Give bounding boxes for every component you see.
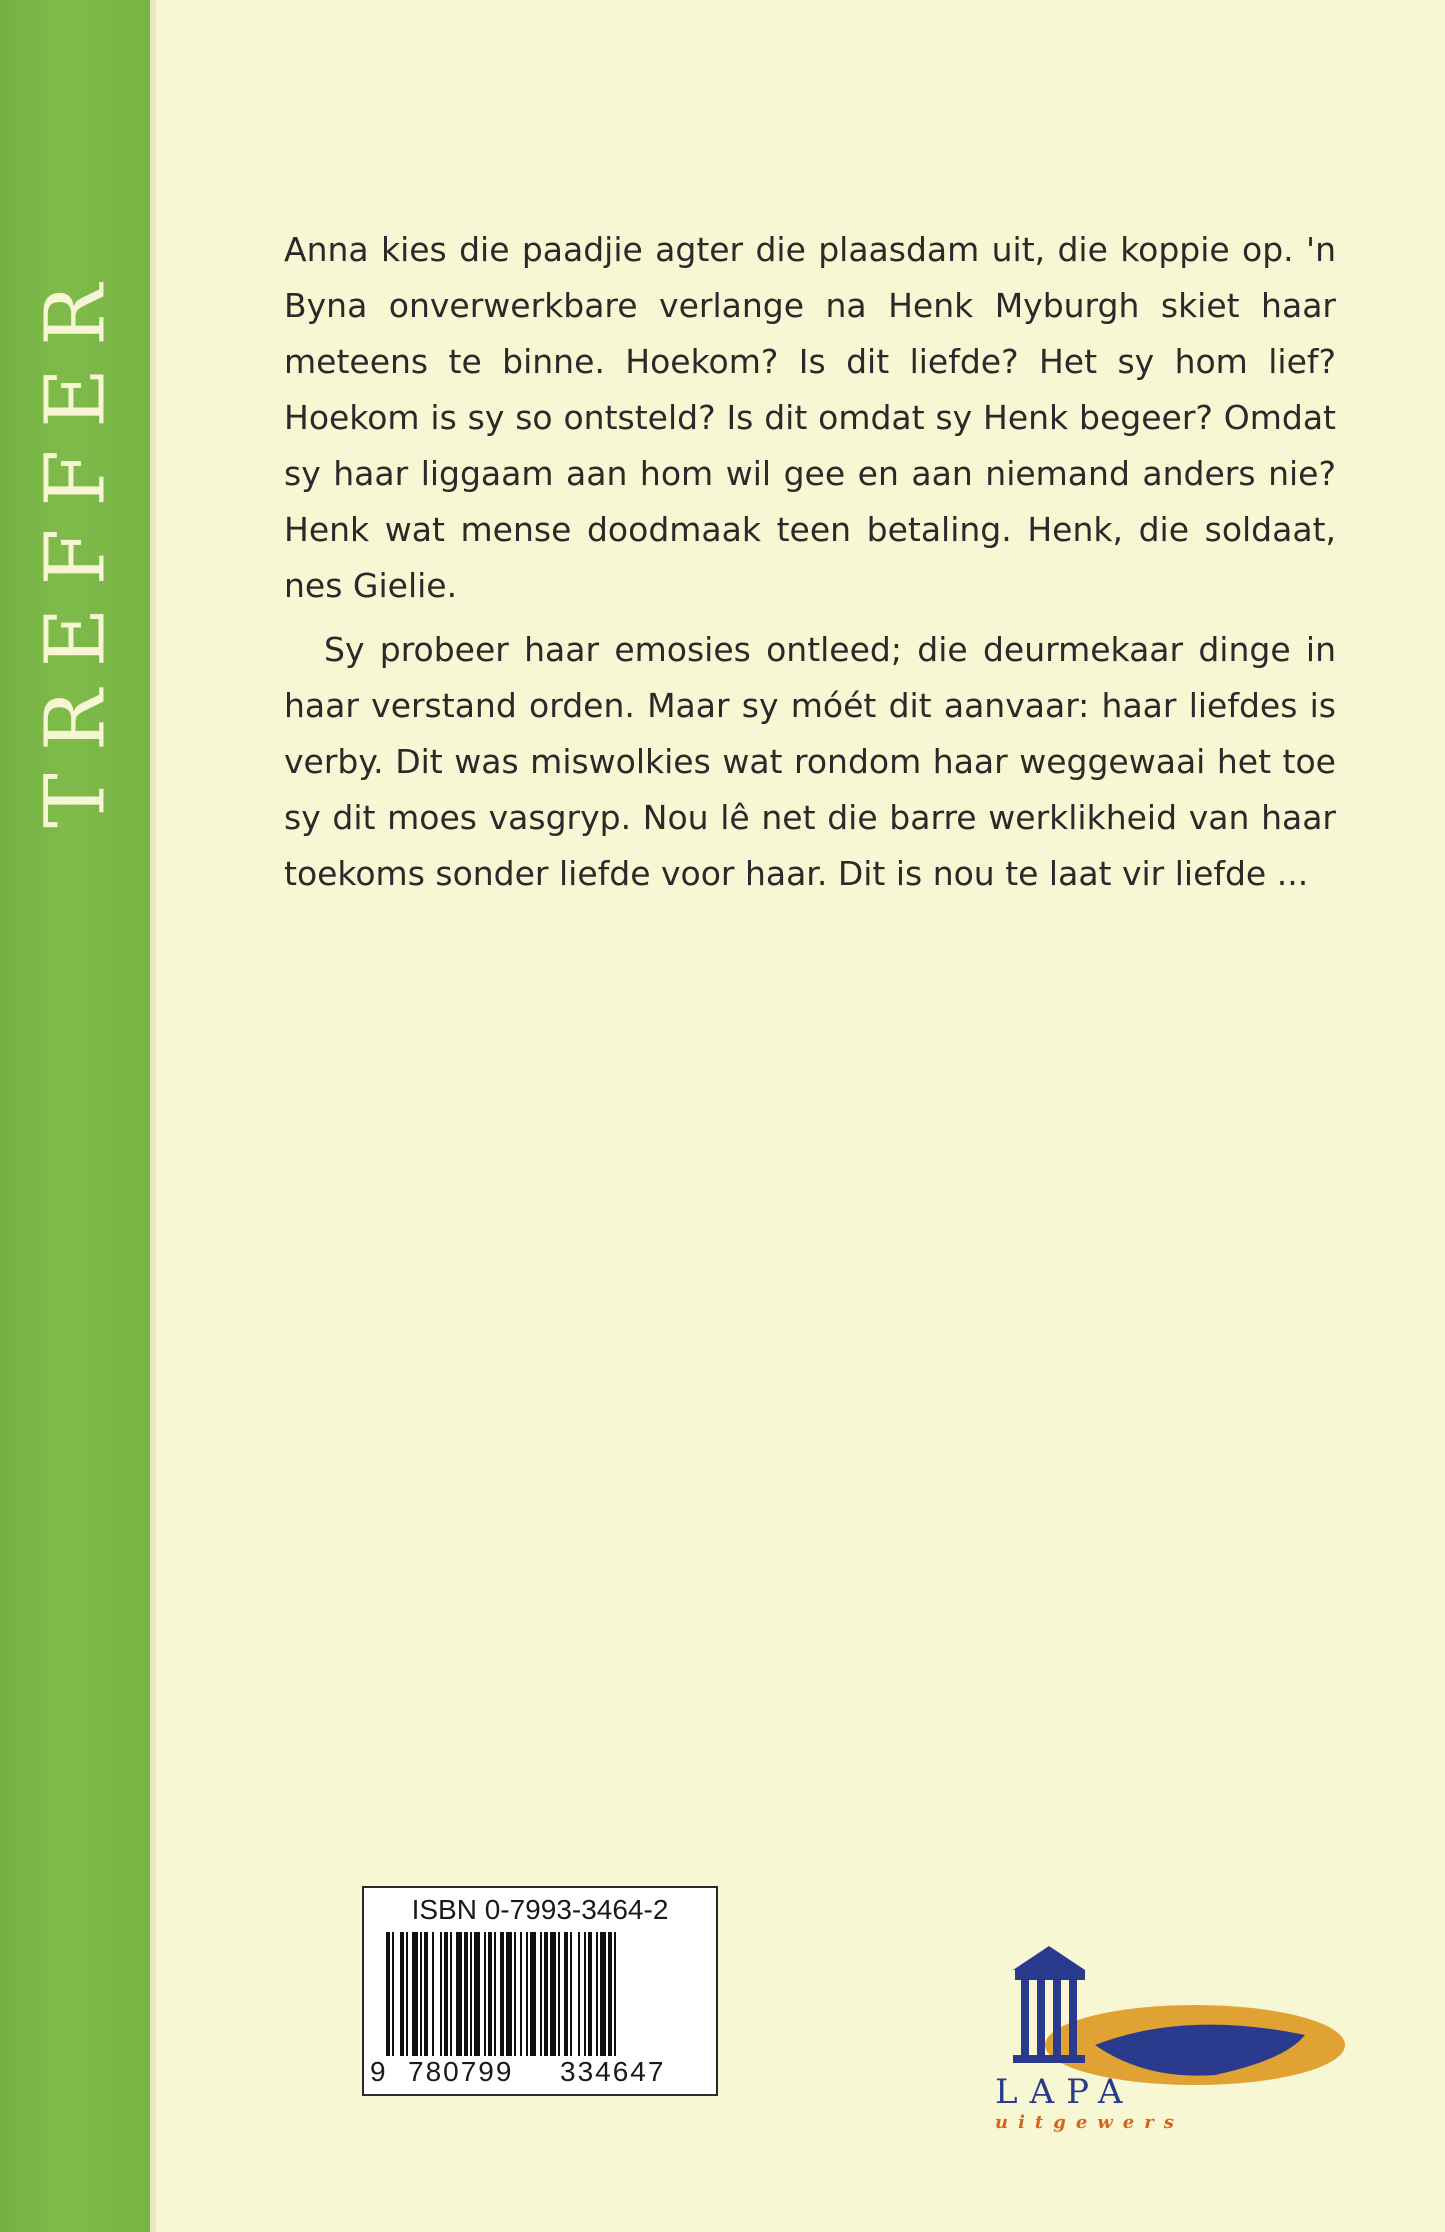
barcode-bar <box>488 1932 492 2056</box>
barcode-bar <box>464 1932 468 2056</box>
blurb-text <box>284 222 1336 910</box>
barcode-bar <box>544 1932 548 2056</box>
barcode-digit-group-2: 780799 <box>408 2056 514 2087</box>
barcode-bar <box>578 1932 580 2056</box>
temple-column-2 <box>1037 1980 1045 2055</box>
barcode-bar <box>386 1932 390 2056</box>
barcode-bar <box>392 1932 394 2056</box>
barcode-bar <box>558 1932 560 2056</box>
barcode-bar <box>608 1932 612 2056</box>
barcode-bar <box>596 1932 598 2056</box>
barcode-bar <box>470 1932 472 2056</box>
barcode-bar <box>570 1932 572 2056</box>
temple-roof-icon <box>1013 1946 1085 1970</box>
isbn-barcode <box>362 1886 718 2096</box>
barcode-bar <box>400 1932 404 2056</box>
barcode-bar <box>530 1932 536 2056</box>
barcode-bar <box>412 1932 418 2056</box>
barcode-bar <box>614 1932 616 2056</box>
barcode-digit-group-1: 9 <box>370 2056 386 2087</box>
barcode-bar <box>564 1932 568 2056</box>
barcode-bar <box>584 1932 586 2056</box>
barcode-bar <box>500 1932 504 2056</box>
barcode-bar <box>506 1932 512 2056</box>
blurb-paragraph-2: Sy probeer haar emosies ontleed; die deurmekaar dinge in haar verstand orden. Maar sy móét dit aanvaar: haar liefdes is verby. Dit was miswolkies wat rondom haar weggewaai het toe sy dit moes vasgryp. Nou lê net die barre werklikheid van haar toekoms sonder liefde voor haar. Dit is nou te laat vir liefde ... <box>284 630 1336 893</box>
publisher-subtitle: uitgewers <box>995 2112 1184 2133</box>
barcode-bar <box>588 1932 592 2056</box>
blurb-paragraph-1: Anna kies die paadjie agter die plaasdam uit, die koppie op. 'n Byna onverwerkbare verlange na Henk Myburgh skiet haar meteens te binne. Hoekom? Is dit liefde? Het sy hom lief? Hoekom is sy so ontsteld? Is dit omdat sy Henk begeer? Omdat sy haar liggaam aan hom wil gee en aan niemand anders nie? Henk wat mense doodmaak teen betaling. Henk, die soldaat, nes Gielie. <box>284 230 1336 605</box>
temple-column-4 <box>1069 1980 1077 2055</box>
barcode-bar <box>540 1932 542 2056</box>
barcode-bar <box>514 1932 516 2056</box>
barcode-bar <box>600 1932 606 2056</box>
barcode-bar <box>440 1932 442 2056</box>
temple-column-1 <box>1021 1980 1029 2055</box>
barcode-bar <box>432 1932 434 2056</box>
barcode-bar <box>444 1932 448 2056</box>
barcode-bar <box>420 1932 422 2056</box>
barcode-bar <box>550 1932 556 2056</box>
barcode-bar <box>450 1932 452 2056</box>
barcode-bar <box>424 1932 428 2056</box>
barcode-bar <box>526 1932 528 2056</box>
temple-base <box>1013 2055 1085 2063</box>
barcode-bars <box>386 1932 692 2056</box>
barcode-bar <box>474 1932 480 2056</box>
barcode-bar <box>456 1932 462 2056</box>
barcode-bar <box>484 1932 486 2056</box>
publisher-name: LAPA <box>995 2072 1135 2112</box>
barcode-bar <box>494 1932 496 2056</box>
temple-lintel <box>1015 1970 1085 1980</box>
series-title: TREFFER <box>28 262 124 828</box>
barcode-bar <box>520 1932 522 2056</box>
barcode-digit-group-3: 334647 <box>560 2056 666 2087</box>
isbn-label: ISBN 0-7993-3464-2 <box>411 1894 669 1925</box>
temple-column-3 <box>1053 1980 1061 2055</box>
spine-edge <box>150 0 156 2232</box>
barcode-bar <box>406 1932 408 2056</box>
